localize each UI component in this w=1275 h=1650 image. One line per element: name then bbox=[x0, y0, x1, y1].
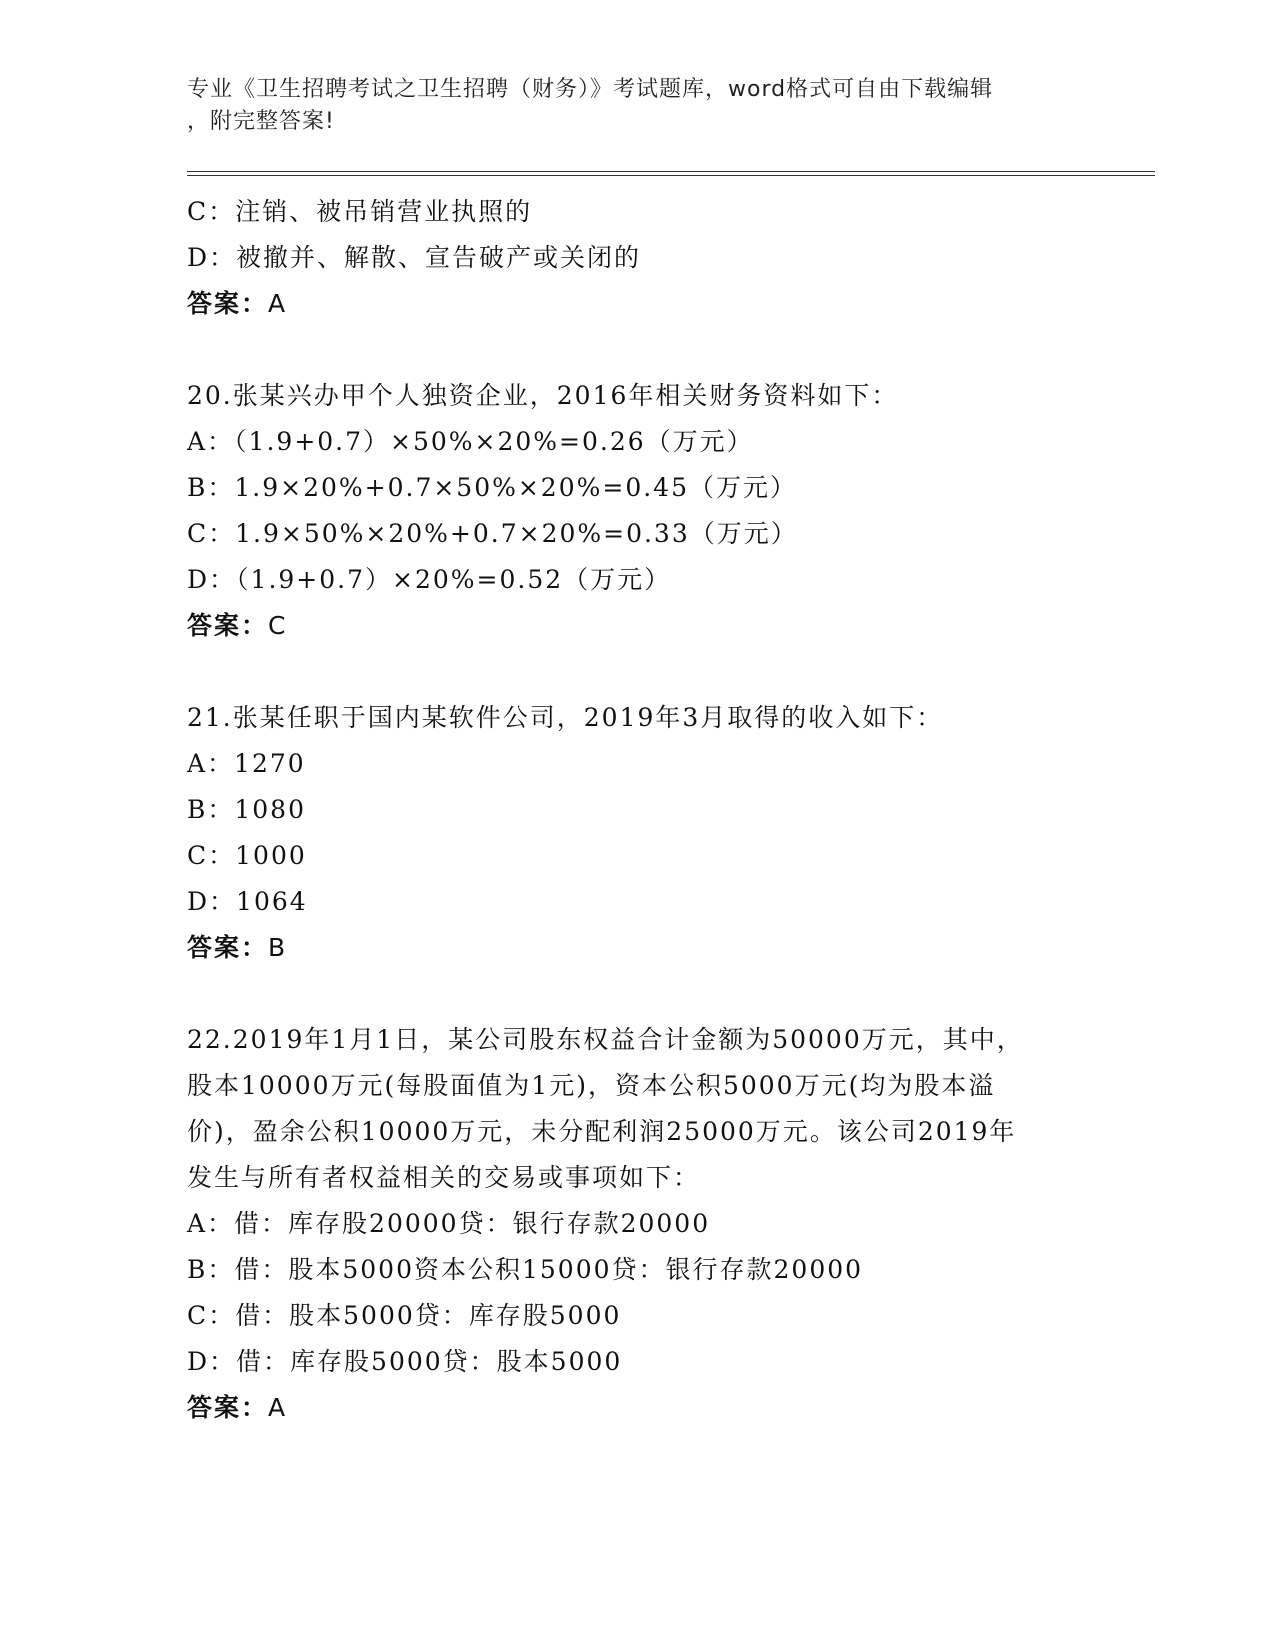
answer-line bbox=[187, 925, 1087, 971]
spacer bbox=[187, 327, 1087, 373]
option-a: A：1270 bbox=[187, 749, 306, 778]
question-stem-line-4: 发生与所有者权益相关的交易或事项如下： bbox=[187, 1163, 701, 1192]
answer-value: A bbox=[268, 289, 288, 318]
answer-value: A bbox=[268, 1393, 288, 1422]
option-d: D：（1.9+0.7）×20%=0.52（万元） bbox=[187, 565, 672, 594]
question-stem: 20.张某兴办甲个人独资企业，2016年相关财务资料如下： bbox=[187, 381, 899, 410]
question-stem-line-2: 股本10000万元(每股面值为1元)，资本公积5000万元(均为股本溢 bbox=[187, 1071, 996, 1100]
answer-label: 答案： bbox=[187, 933, 269, 962]
answer-line bbox=[187, 281, 1087, 327]
option-a: A：（1.9+0.7）×50%×20%=0.26（万元） bbox=[187, 427, 754, 456]
answer-value: B bbox=[268, 933, 288, 962]
document-header bbox=[187, 74, 1087, 138]
answer-line bbox=[187, 603, 1087, 649]
header-line-1: 专业《卫生招聘考试之卫生招聘（财务）》考试题库，word格式可自由下载编辑 bbox=[187, 77, 994, 102]
answer-label: 答案： bbox=[187, 611, 269, 640]
option-c: C：1000 bbox=[187, 841, 307, 870]
answer-label: 答案： bbox=[187, 1393, 269, 1422]
option-b: B：借：股本5000资本公积15000贷：银行存款20000 bbox=[187, 1255, 864, 1284]
spacer bbox=[187, 971, 1087, 1017]
question-stem-line-1: 22.2019年1月1日，某公司股东权益合计金额为50000万元，其中， bbox=[187, 1025, 1024, 1054]
header-line-2: ，附完整答案! bbox=[187, 109, 335, 134]
option-c: C：1.9×50%×20%+0.7×20%=0.33（万元） bbox=[187, 519, 798, 548]
option-d: D：1064 bbox=[187, 887, 308, 916]
option-c: C：借：股本5000贷：库存股5000 bbox=[187, 1301, 622, 1330]
question-19-tail bbox=[187, 189, 1087, 327]
question-20 bbox=[187, 373, 1087, 649]
header-divider-bottom bbox=[187, 175, 1155, 176]
question-stem-line-3: 价)，盈余公积10000万元，未分配利润25000万元。该公司2019年 bbox=[187, 1117, 1017, 1146]
option-d: D：被撤并、解散、宣告破产或关闭的 bbox=[187, 243, 642, 272]
option-b: B：1080 bbox=[187, 795, 306, 824]
question-22 bbox=[187, 1017, 1087, 1431]
question-21 bbox=[187, 695, 1087, 971]
answer-line bbox=[187, 1385, 1087, 1431]
answer-value: C bbox=[268, 611, 288, 640]
option-c: C：注销、被吊销营业执照的 bbox=[187, 197, 533, 226]
option-d: D：借：库存股5000贷：股本5000 bbox=[187, 1347, 623, 1376]
question-list bbox=[187, 189, 1087, 1431]
spacer bbox=[187, 649, 1087, 695]
answer-label: 答案： bbox=[187, 289, 269, 318]
option-a: A：借：库存股20000贷：银行存款20000 bbox=[187, 1209, 711, 1238]
question-stem: 21.张某任职于国内某软件公司，2019年3月取得的收入如下： bbox=[187, 703, 944, 732]
header-divider-top bbox=[187, 171, 1155, 172]
option-b: B：1.9×20%+0.7×50%×20%=0.45（万元） bbox=[187, 473, 797, 502]
